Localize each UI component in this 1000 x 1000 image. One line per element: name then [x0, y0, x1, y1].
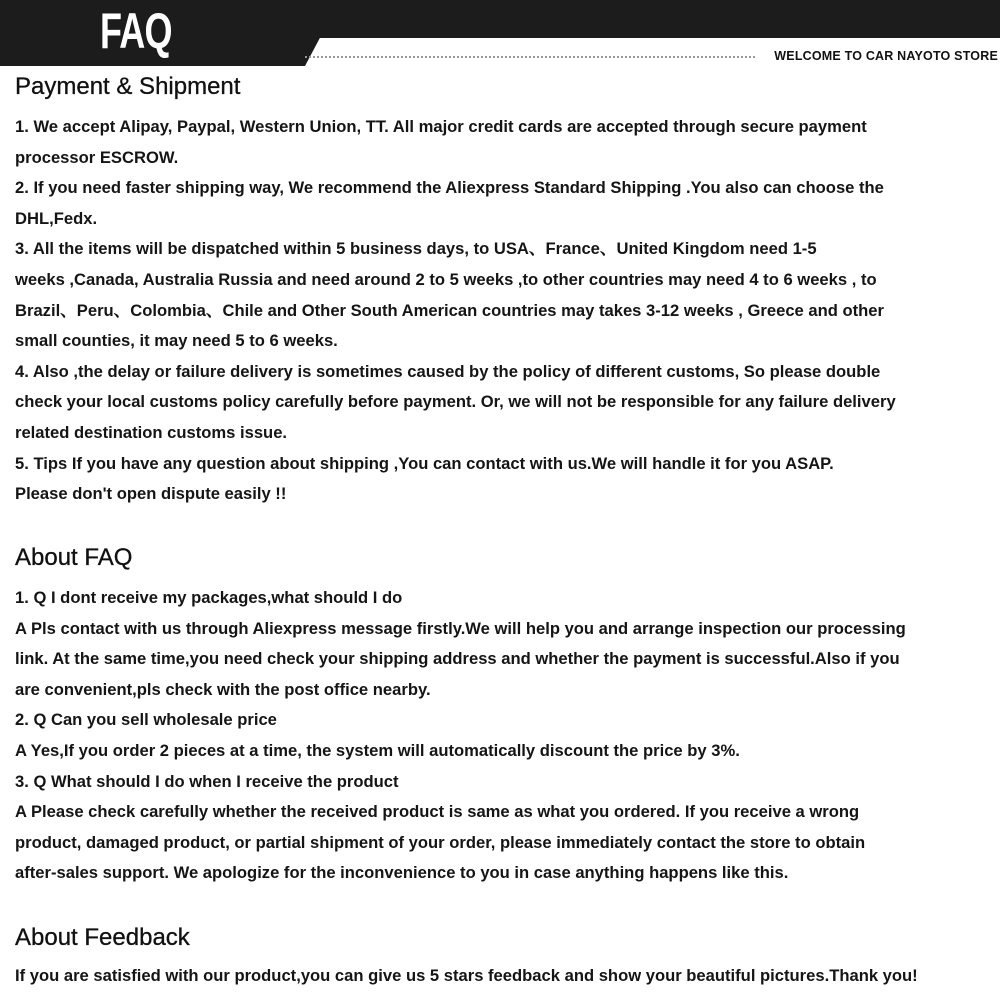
text-line: product, damaged product, or partial shipment of your order, please immediately contact the store to obtain: [15, 832, 866, 852]
text-line: A Please check carefully whether the received product is same as what you ordered. If you receive a wrong: [15, 802, 860, 822]
dotted-divider: [305, 56, 755, 58]
store-tagline: WELCOME TO CAR NAYOTO STORE: [774, 49, 998, 63]
text-line: related destination customs issue.: [15, 422, 288, 442]
text-line: DHL,Fedx.: [15, 208, 98, 228]
text-line: check your local customs policy carefully before payment. Or, we will not be responsible for any failure delivery: [15, 392, 896, 412]
text-line: 1. We accept Alipay, Paypal, Western Union, TT. All major credit cards are accepted through secure payment: [15, 117, 867, 136]
section-body-feedback: [15, 961, 918, 992]
page-title: FAQ: [100, 3, 172, 59]
section-body-payment: [15, 112, 896, 510]
text-line: A Pls contact with us through Aliexpress message firstly.We will help you and arrange inspection our processing: [15, 618, 906, 638]
text-line: A Yes,If you order 2 pieces at a time, the system will automatically discount the price by 3%.: [15, 740, 740, 760]
text-line: are convenient,pls check with the post office nearby.: [15, 679, 431, 699]
text-line: processor ESCROW.: [15, 147, 179, 167]
text-line: Brazil、Peru、Colombia、Chile and Other South American countries may takes 3-12 weeks , Greece and other: [15, 300, 884, 320]
text-line: 3. All the items will be dispatched within 5 business days, to USA、France、United Kingdom need 1-5: [15, 239, 817, 259]
section-heading-payment: Payment & Shipment: [15, 73, 241, 100]
text-line: 2. If you need faster shipping way, We recommend the Aliexpress Standard Shipping .You also can choose the: [15, 178, 884, 198]
text-line: after-sales support. We apologize for the inconvenience to you in case anything happens like this.: [15, 863, 789, 883]
text-line: link. At the same time,you need check your shipping address and whether the payment is successful.Also if you: [15, 649, 900, 669]
text-line: 4. Also ,the delay or failure delivery is sometimes caused by the policy of different customs, So please double: [15, 361, 881, 381]
text-line: If you are satisfied with our product,you can give us 5 stars feedback and show your beautiful pictures.Thank you!: [15, 966, 918, 985]
text-line: weeks ,Canada, Australia Russia and need around 2 to 5 weeks ,to other countries may need 4 to 6 weeks , to: [15, 269, 877, 289]
text-line: 5. Tips If you have any question about shipping ,You can contact with us.We will handle it for you ASAP.: [15, 453, 834, 473]
section-heading-feedback: About Feedback: [15, 924, 190, 951]
text-line: 1. Q I dont receive my packages,what should I do: [15, 588, 403, 607]
text-line: small counties, it may need 5 to 6 weeks.: [15, 331, 338, 351]
text-line: 3. Q What should I do when I receive the product: [15, 771, 399, 791]
text-line: Please don't open dispute easily !!: [15, 484, 287, 504]
text-line: 2. Q Can you sell wholesale price: [15, 710, 277, 730]
section-body-faq: [15, 583, 906, 889]
section-heading-faq: About FAQ: [15, 544, 133, 571]
